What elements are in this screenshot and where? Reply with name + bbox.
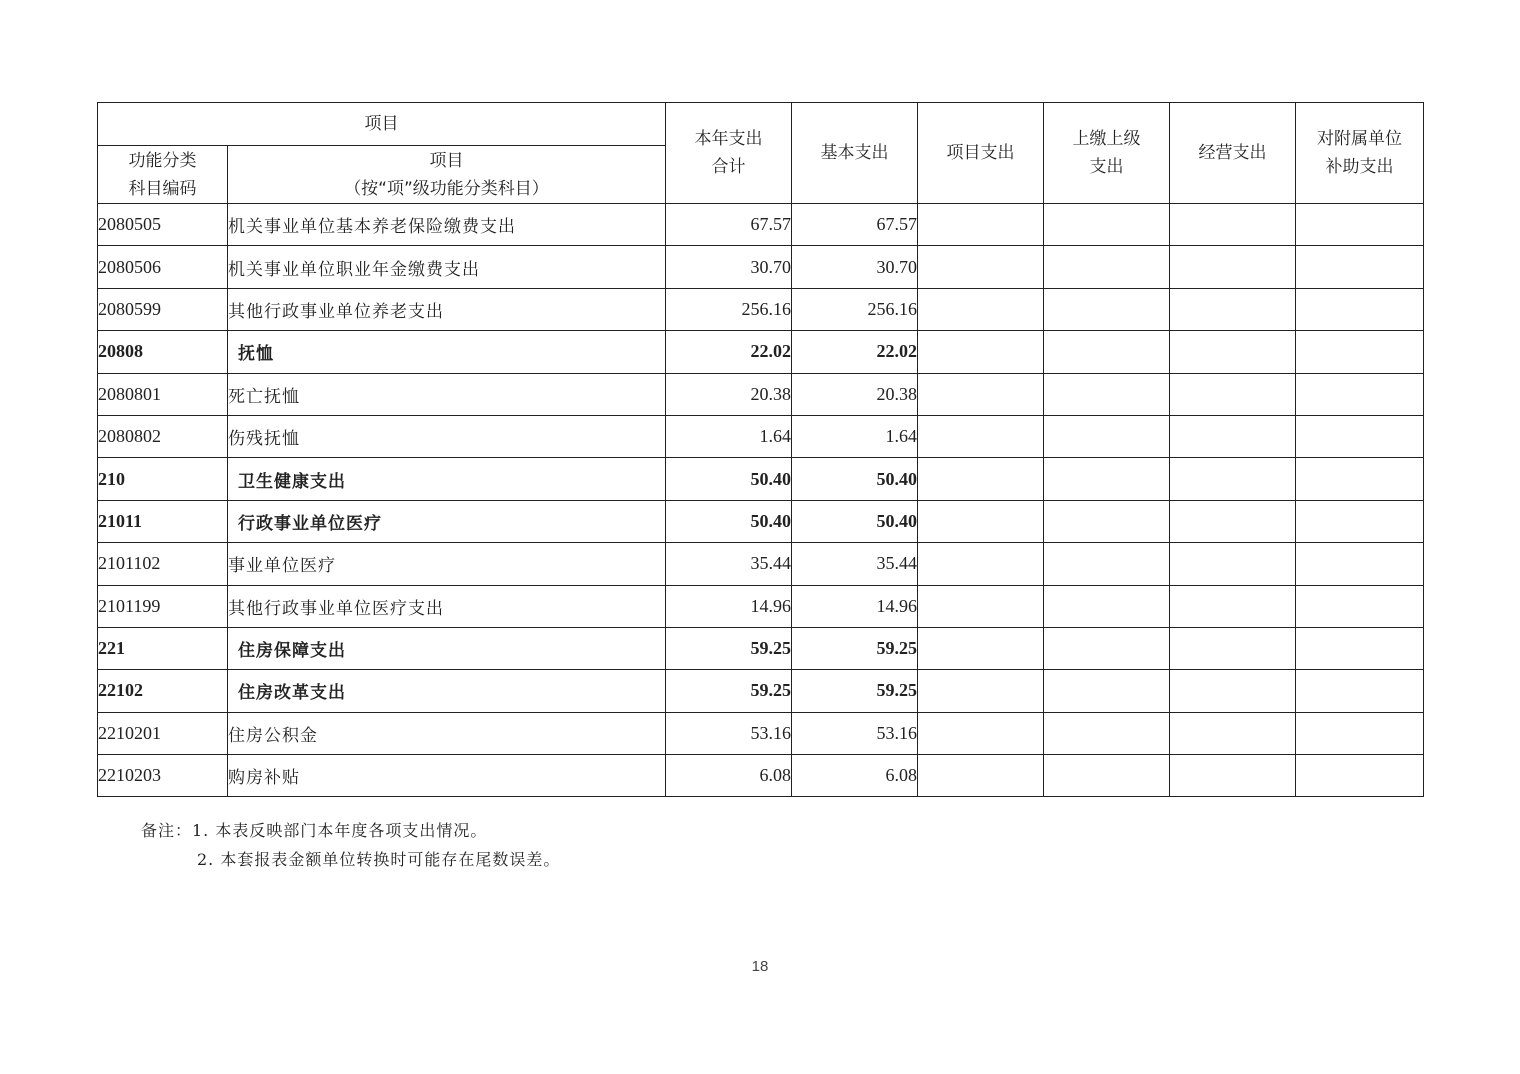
operating-cell [1170,331,1296,373]
basic-cell: 14.96 [792,585,918,627]
basic-cell: 50.40 [792,500,918,542]
project-cell [918,288,1044,330]
function-code-header: 功能分类 科目编码 [98,146,228,204]
remit-cell [1044,500,1170,542]
subsidy-cell [1296,500,1424,542]
function-code-cell: 221 [98,627,228,669]
remit-cell [1044,415,1170,457]
table-row [98,373,1424,415]
total-cell: 59.25 [666,670,792,712]
remit-cell [1044,458,1170,500]
remit-cell [1044,712,1170,754]
basic-cell: 67.57 [792,204,918,246]
note-line-1: 备注：1. 本表反映部门本年度各项支出情况。 [141,821,488,840]
remit-cell [1044,288,1170,330]
operating-cell [1170,670,1296,712]
total-expenditure-header: 本年支出 合计 [666,103,792,204]
expenditure-table [97,102,1424,797]
operating-cell [1170,204,1296,246]
basic-cell: 20.38 [792,373,918,415]
project-cell [918,627,1044,669]
subsidy-cell [1296,288,1424,330]
note-line-2: 2. 本套报表金额单位转换时可能存在尾数误差。 [197,850,561,869]
table-row [98,246,1424,288]
remit-cell [1044,204,1170,246]
project-cell [918,373,1044,415]
remit-cell [1044,331,1170,373]
basic-cell: 59.25 [792,670,918,712]
subsidy-cell [1296,246,1424,288]
operating-cell [1170,585,1296,627]
operating-cell [1170,712,1296,754]
item-name-cell: 其他行政事业单位养老支出 [228,288,666,330]
remit-cell [1044,373,1170,415]
remit-cell [1044,670,1170,712]
project-cell [918,204,1044,246]
basic-cell: 1.64 [792,415,918,457]
basic-cell: 256.16 [792,288,918,330]
basic-cell: 30.70 [792,246,918,288]
table-row [98,670,1424,712]
item-name-cell: 抚恤 [228,331,666,373]
basic-cell: 53.16 [792,712,918,754]
operating-cell [1170,755,1296,797]
subsidy-cell [1296,627,1424,669]
table-row [98,415,1424,457]
operating-cell [1170,543,1296,585]
project-cell [918,458,1044,500]
table-row [98,543,1424,585]
table-row [98,331,1424,373]
function-code-cell: 20808 [98,331,228,373]
total-cell: 50.40 [666,500,792,542]
project-cell [918,670,1044,712]
remit-cell [1044,246,1170,288]
table-row [98,712,1424,754]
item-name-cell: 机关事业单位职业年金缴费支出 [228,246,666,288]
item-name-cell: 住房保障支出 [228,627,666,669]
item-name-header: 项目 （按“项”级功能分类科目） [228,146,666,204]
operating-cell [1170,627,1296,669]
project-expenditure-header: 项目支出 [918,103,1044,204]
operating-cell [1170,500,1296,542]
page-number: 18 [751,958,769,975]
table-row [98,627,1424,669]
total-cell: 50.40 [666,458,792,500]
function-code-cell: 2210203 [98,755,228,797]
operating-cell [1170,288,1296,330]
function-code-cell: 2210201 [98,712,228,754]
project-cell [918,246,1044,288]
total-cell: 256.16 [666,288,792,330]
remit-cell [1044,585,1170,627]
total-cell: 14.96 [666,585,792,627]
project-cell [918,712,1044,754]
table-row [98,288,1424,330]
table-row [98,585,1424,627]
subsidy-cell [1296,670,1424,712]
function-code-cell: 210 [98,458,228,500]
project-cell [918,415,1044,457]
function-code-cell: 2080505 [98,204,228,246]
subsidy-cell [1296,458,1424,500]
function-code-cell: 2080802 [98,415,228,457]
subsidy-cell [1296,543,1424,585]
total-cell: 53.16 [666,712,792,754]
basic-expenditure-header: 基本支出 [792,103,918,204]
item-group-header: 项目 [98,103,666,146]
project-cell [918,543,1044,585]
basic-cell: 50.40 [792,458,918,500]
item-name-cell: 死亡抚恤 [228,373,666,415]
project-cell [918,500,1044,542]
remit-upper-level-header: 上缴上级 支出 [1044,103,1170,204]
remit-cell [1044,755,1170,797]
item-name-cell: 伤残抚恤 [228,415,666,457]
total-cell: 20.38 [666,373,792,415]
function-code-cell: 2080801 [98,373,228,415]
subsidy-cell [1296,204,1424,246]
item-name-cell: 其他行政事业单位医疗支出 [228,585,666,627]
total-cell: 35.44 [666,543,792,585]
total-cell: 30.70 [666,246,792,288]
function-code-cell: 21011 [98,500,228,542]
basic-cell: 59.25 [792,627,918,669]
total-cell: 22.02 [666,331,792,373]
item-name-cell: 机关事业单位基本养老保险缴费支出 [228,204,666,246]
subsidy-cell [1296,585,1424,627]
function-code-cell: 2080599 [98,288,228,330]
item-name-cell: 行政事业单位医疗 [228,500,666,542]
subsidy-cell [1296,712,1424,754]
basic-cell: 6.08 [792,755,918,797]
subsidiary-subsidy-header: 对附属单位 补助支出 [1296,103,1424,204]
remit-cell [1044,627,1170,669]
project-cell [918,755,1044,797]
item-name-cell: 事业单位医疗 [228,543,666,585]
total-cell: 59.25 [666,627,792,669]
table-row [98,458,1424,500]
subsidy-cell [1296,755,1424,797]
total-cell: 6.08 [666,755,792,797]
subsidy-cell [1296,415,1424,457]
total-cell: 67.57 [666,204,792,246]
item-name-cell: 住房改革支出 [228,670,666,712]
subsidy-cell [1296,331,1424,373]
table-row [98,500,1424,542]
table-row [98,755,1424,797]
basic-cell: 35.44 [792,543,918,585]
total-cell: 1.64 [666,415,792,457]
function-code-cell: 2101102 [98,543,228,585]
table-row [98,204,1424,246]
operating-cell [1170,415,1296,457]
subsidy-cell [1296,373,1424,415]
project-cell [918,331,1044,373]
remit-cell [1044,543,1170,585]
function-code-cell: 2080506 [98,246,228,288]
notes [141,816,560,874]
project-cell [918,585,1044,627]
function-code-cell: 2101199 [98,585,228,627]
basic-cell: 22.02 [792,331,918,373]
operating-expenditure-header: 经营支出 [1170,103,1296,204]
function-code-cell: 22102 [98,670,228,712]
operating-cell [1170,458,1296,500]
table-body [98,204,1424,797]
item-name-cell: 卫生健康支出 [228,458,666,500]
item-name-cell: 住房公积金 [228,712,666,754]
operating-cell [1170,373,1296,415]
operating-cell [1170,246,1296,288]
item-name-cell: 购房补贴 [228,755,666,797]
